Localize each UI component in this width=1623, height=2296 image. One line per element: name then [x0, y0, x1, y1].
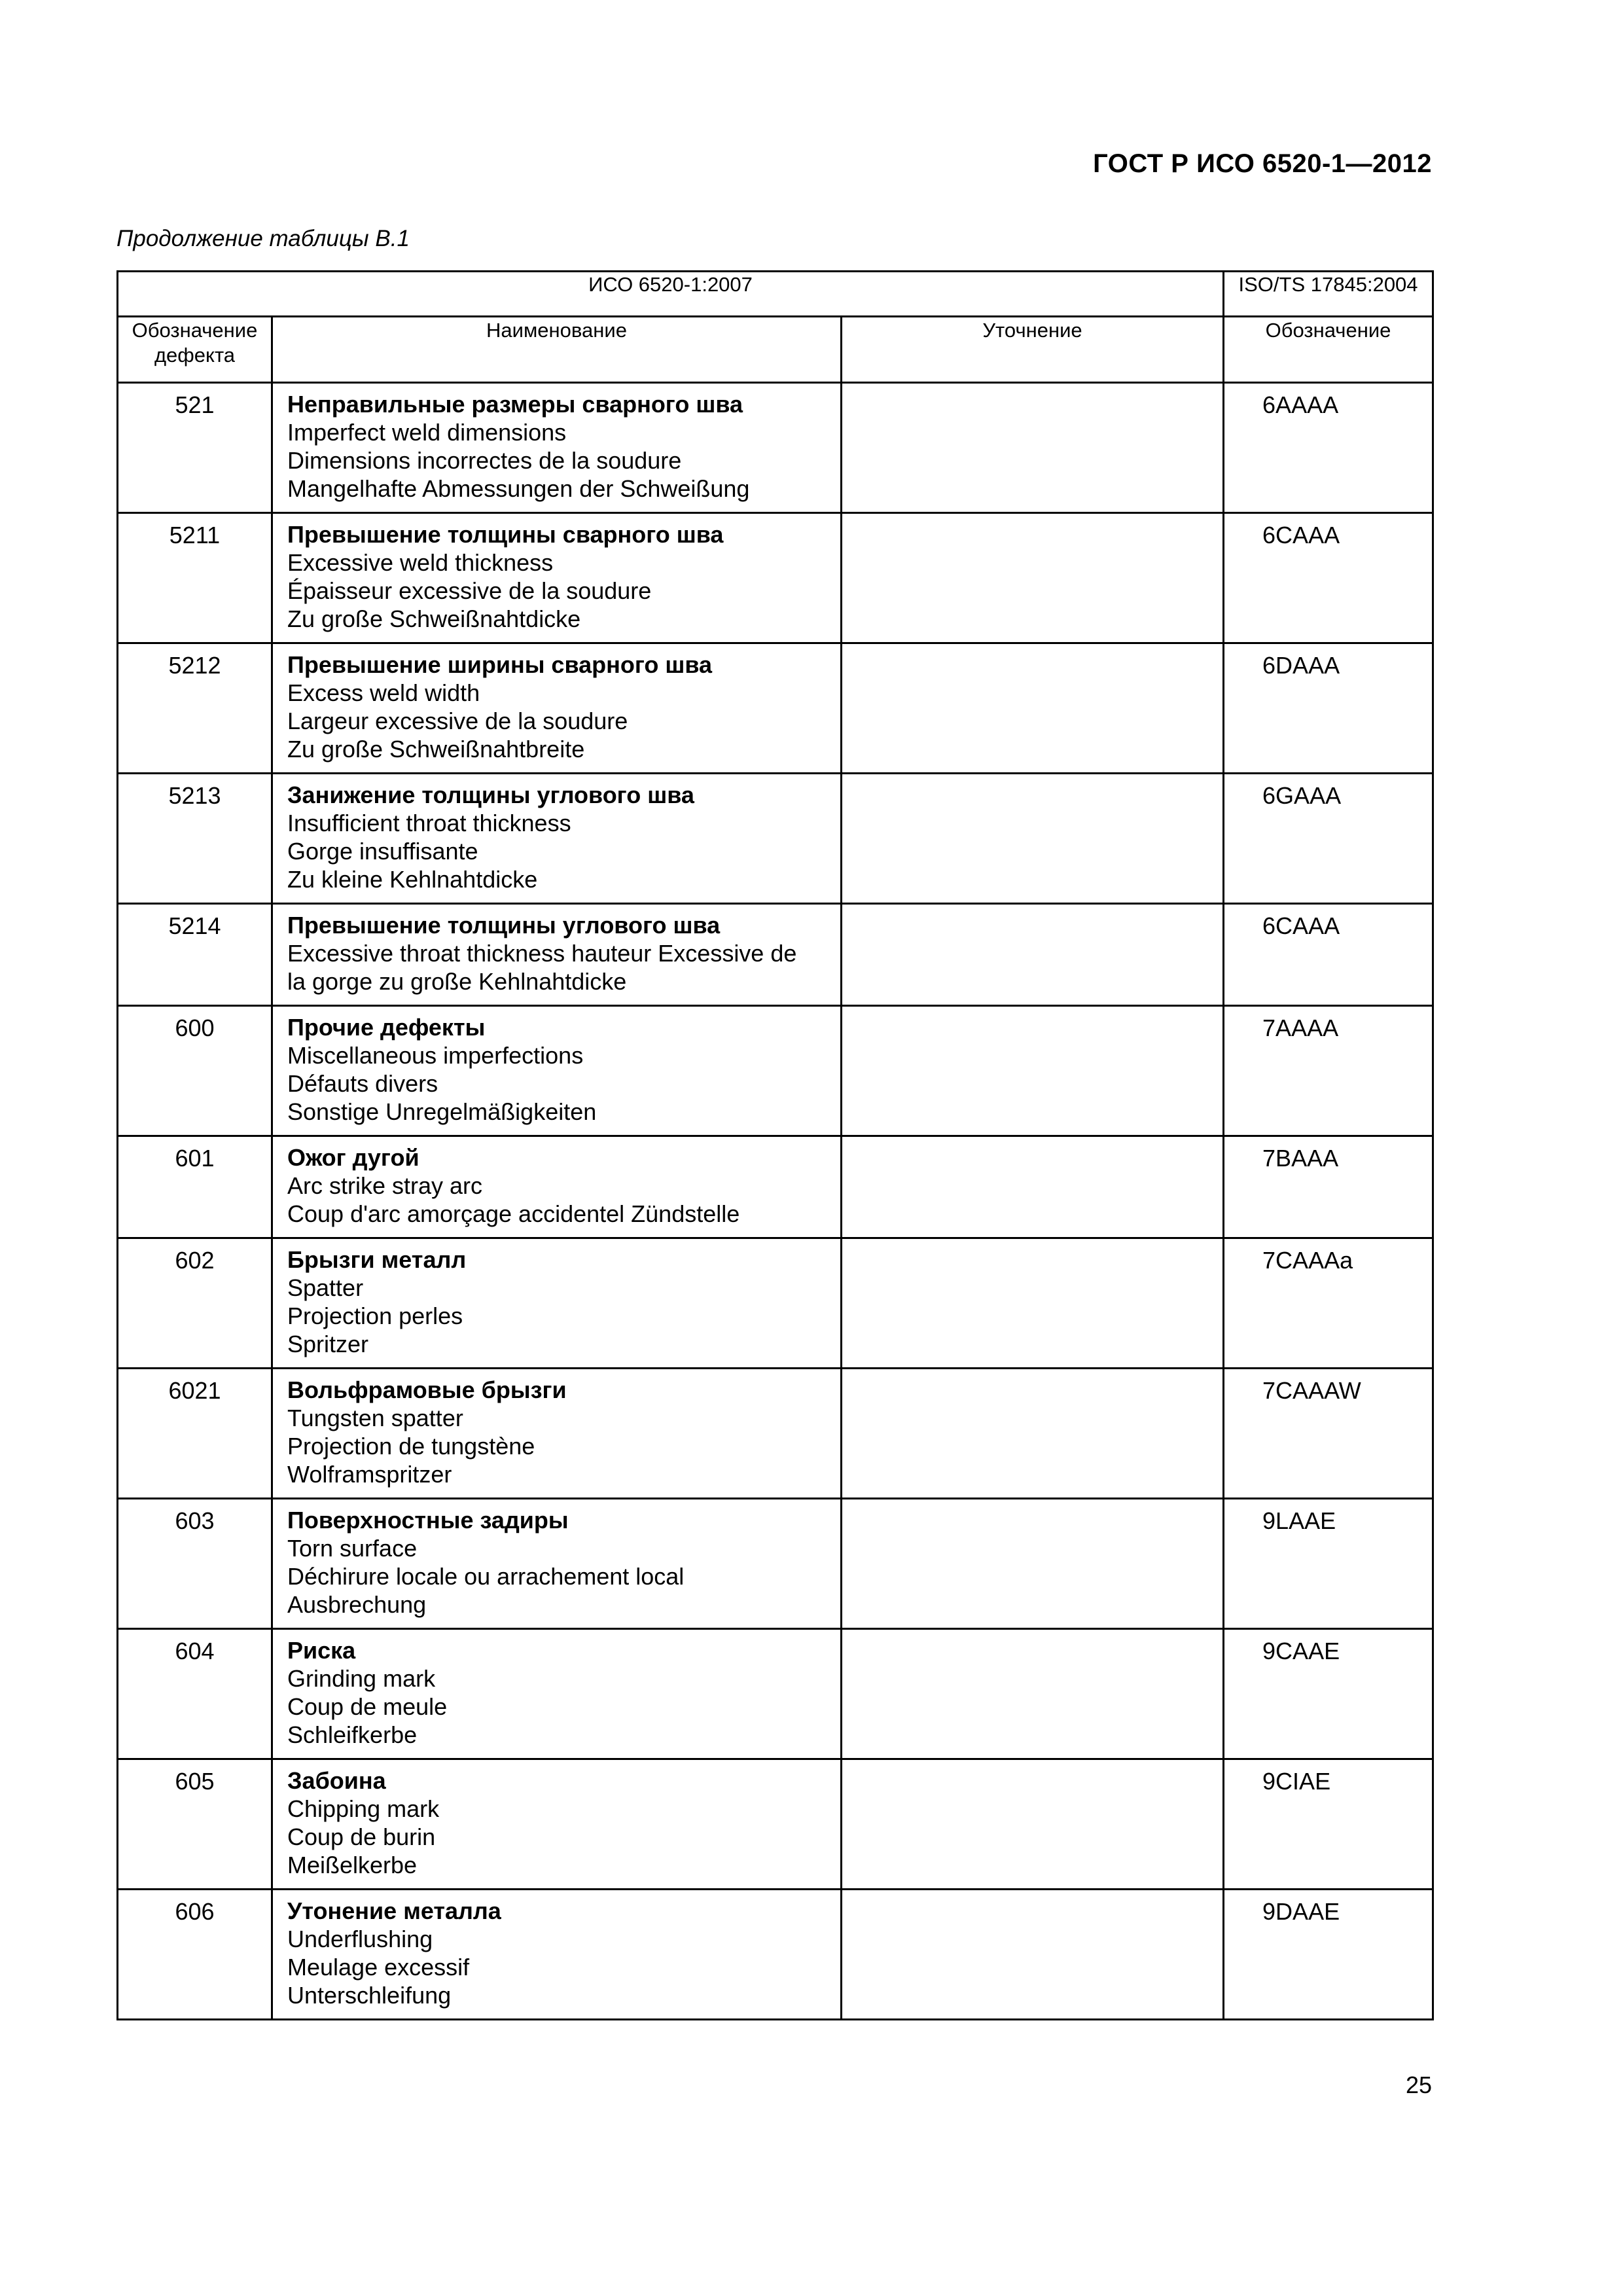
defect-name-translation: Coup d'arc amorçage accidentel Zündstelle — [287, 1200, 740, 1227]
defect-name-ru: Неправильные размеры сварного шва — [287, 391, 743, 418]
table-row — [118, 1890, 1433, 2020]
defect-name-translation: Tungsten spatter — [287, 1405, 463, 1431]
defect-names-cell — [272, 1238, 842, 1369]
defect-names-cell — [272, 1890, 842, 2020]
defect-name-translation: Imperfect weld dimensions — [287, 419, 567, 446]
table-body — [118, 383, 1433, 2020]
table-row — [118, 1629, 1433, 1759]
defect-name-translation: Spatter — [287, 1274, 364, 1301]
defect-name-ru: Превышение толщины сварного шва — [287, 521, 724, 548]
defect-name-ru: Прочие дефекты — [287, 1014, 486, 1041]
defect-names-cell — [272, 1006, 842, 1136]
clarification-cell — [842, 1759, 1224, 1890]
table-row — [118, 1499, 1433, 1629]
defect-name-translation: Dimensions incorrectes de la soudure — [287, 447, 682, 474]
defect-name-translation: Défauts divers — [287, 1070, 438, 1097]
iso-designation: 7CAAAW — [1224, 1369, 1433, 1499]
defect-names-cell — [272, 1136, 842, 1238]
table-row — [118, 643, 1433, 774]
defect-code: 603 — [118, 1499, 272, 1629]
clarification-cell — [842, 1890, 1224, 2020]
defect-name-translation: Unterschleifung — [287, 1982, 452, 2009]
defect-name-translation: Excessive weld thickness — [287, 549, 554, 576]
iso-designation: 6GAAA — [1224, 774, 1433, 904]
defect-name-translation: Grinding mark — [287, 1665, 436, 1692]
defect-name-translation: Excessive throat thickness hauteur Excessive de — [287, 940, 797, 967]
clarification-cell — [842, 1238, 1224, 1369]
defect-name-translation: Meißelkerbe — [287, 1852, 418, 1878]
defect-code: 600 — [118, 1006, 272, 1136]
defect-code: 604 — [118, 1629, 272, 1759]
table-row — [118, 1006, 1433, 1136]
defect-names-cell — [272, 383, 842, 513]
defect-names-cell — [272, 513, 842, 643]
column-header-iso-designation: Обозначение — [1224, 317, 1433, 383]
defect-name-translation: Insufficient throat thickness — [287, 810, 571, 836]
table-row — [118, 1136, 1433, 1238]
defect-name-ru: Превышение толщины углового шва — [287, 912, 721, 939]
defect-name-translation: Mangelhafte Abmessungen der Schweißung — [287, 475, 750, 502]
defect-names-cell — [272, 643, 842, 774]
defect-name-translation: Zu große Schweißnahtdicke — [287, 605, 581, 632]
iso-designation: 6CAAA — [1224, 513, 1433, 643]
defect-name-translation: Projection perles — [287, 1302, 463, 1329]
defect-code: 605 — [118, 1759, 272, 1890]
iso-designation: 9CAAE — [1224, 1629, 1433, 1759]
defect-code: 5214 — [118, 904, 272, 1006]
defect-name-translation: Sonstige Unregelmäßigkeiten — [287, 1098, 597, 1125]
defect-name-translation: Torn surface — [287, 1535, 418, 1562]
defect-name-ru: Превышение ширины сварного шва — [287, 651, 713, 678]
document-header: ГОСТ Р ИСО 6520-1—2012 — [1093, 149, 1432, 178]
iso-designation: 7BAAA — [1224, 1136, 1433, 1238]
group-header-iso-6520: ИСО 6520-1:2007 — [118, 272, 1224, 317]
defect-code: 602 — [118, 1238, 272, 1369]
table-row — [118, 774, 1433, 904]
defect-name-translation: Déchirure locale ou arrachement local — [287, 1563, 685, 1590]
defect-name-ru: Вольфрамовые брызги — [287, 1376, 567, 1403]
defect-name-translation: Projection de tungstène — [287, 1433, 535, 1460]
defect-name-translation: Épaisseur excessive de la soudure — [287, 577, 652, 604]
iso-designation: 9LAAE — [1224, 1499, 1433, 1629]
clarification-cell — [842, 383, 1224, 513]
table-row — [118, 1369, 1433, 1499]
defect-name-ru: Брызги металл — [287, 1246, 467, 1273]
iso-designation: 6CAAA — [1224, 904, 1433, 1006]
defect-name-translation: Chipping mark — [287, 1795, 440, 1822]
defect-name-ru: Риска — [287, 1637, 356, 1664]
group-header-iso-ts: ISO/TS 17845:2004 — [1224, 272, 1433, 317]
defect-names-cell — [272, 1759, 842, 1890]
iso-designation: 6AAAA — [1224, 383, 1433, 513]
defect-name-translation: la gorge zu große Kehlnahtdicke — [287, 968, 627, 995]
defect-code: 601 — [118, 1136, 272, 1238]
clarification-cell — [842, 1136, 1224, 1238]
defect-code: 5211 — [118, 513, 272, 643]
iso-designation: 7CAAAa — [1224, 1238, 1433, 1369]
defect-name-translation: Largeur excessive de la soudure — [287, 708, 628, 734]
defect-name-translation: Underflushing — [287, 1926, 433, 1952]
defect-name-translation: Gorge insuffisante — [287, 838, 478, 865]
defect-name-translation: Zu kleine Kehlnahtdicke — [287, 866, 538, 893]
defects-table — [116, 270, 1434, 2020]
defect-name-ru: Занижение толщины углового шва — [287, 781, 694, 808]
table-row — [118, 1759, 1433, 1890]
defect-code: 5212 — [118, 643, 272, 774]
iso-designation: 6DAAA — [1224, 643, 1433, 774]
defect-name-translation: Arc strike stray arc — [287, 1172, 483, 1199]
clarification-cell — [842, 643, 1224, 774]
clarification-cell — [842, 774, 1224, 904]
defect-name-translation: Zu große Schweißnahtbreite — [287, 736, 585, 762]
clarification-cell — [842, 904, 1224, 1006]
group-header-row — [118, 272, 1433, 317]
clarification-cell — [842, 513, 1224, 643]
iso-designation: 9DAAE — [1224, 1890, 1433, 2020]
table-row — [118, 513, 1433, 643]
table-row — [118, 904, 1433, 1006]
defect-name-translation: Meulage excessif — [287, 1954, 470, 1981]
page-number: 25 — [1405, 2072, 1432, 2098]
defect-name-ru: Утонение металла — [287, 1897, 501, 1924]
defect-name-ru: Ожог дугой — [287, 1144, 419, 1171]
defect-code: 606 — [118, 1890, 272, 2020]
defect-name-ru: Поверхностные задиры — [287, 1507, 569, 1534]
defect-code: 5213 — [118, 774, 272, 904]
defect-name-translation: Excess weld width — [287, 679, 480, 706]
defect-name-translation: Ausbrechung — [287, 1591, 427, 1618]
defect-name-translation: Coup de meule — [287, 1693, 448, 1720]
defect-name-ru: Забоина — [287, 1767, 386, 1794]
table-caption: Продолжение таблицы В.1 — [116, 226, 410, 251]
defect-name-translation: Wolframspritzer — [287, 1461, 452, 1488]
defect-names-cell — [272, 904, 842, 1006]
defect-code: 6021 — [118, 1369, 272, 1499]
clarification-cell — [842, 1499, 1224, 1629]
iso-designation: 9CIAE — [1224, 1759, 1433, 1890]
clarification-cell — [842, 1629, 1224, 1759]
defect-names-cell — [272, 1499, 842, 1629]
defect-name-translation: Coup de burin — [287, 1823, 436, 1850]
table-row — [118, 383, 1433, 513]
defect-names-cell — [272, 1629, 842, 1759]
clarification-cell — [842, 1369, 1224, 1499]
defect-names-cell — [272, 774, 842, 904]
defect-names-cell — [272, 1369, 842, 1499]
column-header-clarification: Уточнение — [842, 317, 1224, 383]
column-header-name: Наименование — [272, 317, 842, 383]
defect-name-translation: Miscellaneous imperfections — [287, 1042, 584, 1069]
clarification-cell — [842, 1006, 1224, 1136]
defect-name-translation: Schleifkerbe — [287, 1721, 418, 1748]
table-row — [118, 1238, 1433, 1369]
column-header-row — [118, 317, 1433, 383]
defect-code: 521 — [118, 383, 272, 513]
iso-designation: 7AAAA — [1224, 1006, 1433, 1136]
defect-name-translation: Spritzer — [287, 1331, 369, 1357]
column-header-designation: Обозначение дефекта — [118, 317, 272, 383]
